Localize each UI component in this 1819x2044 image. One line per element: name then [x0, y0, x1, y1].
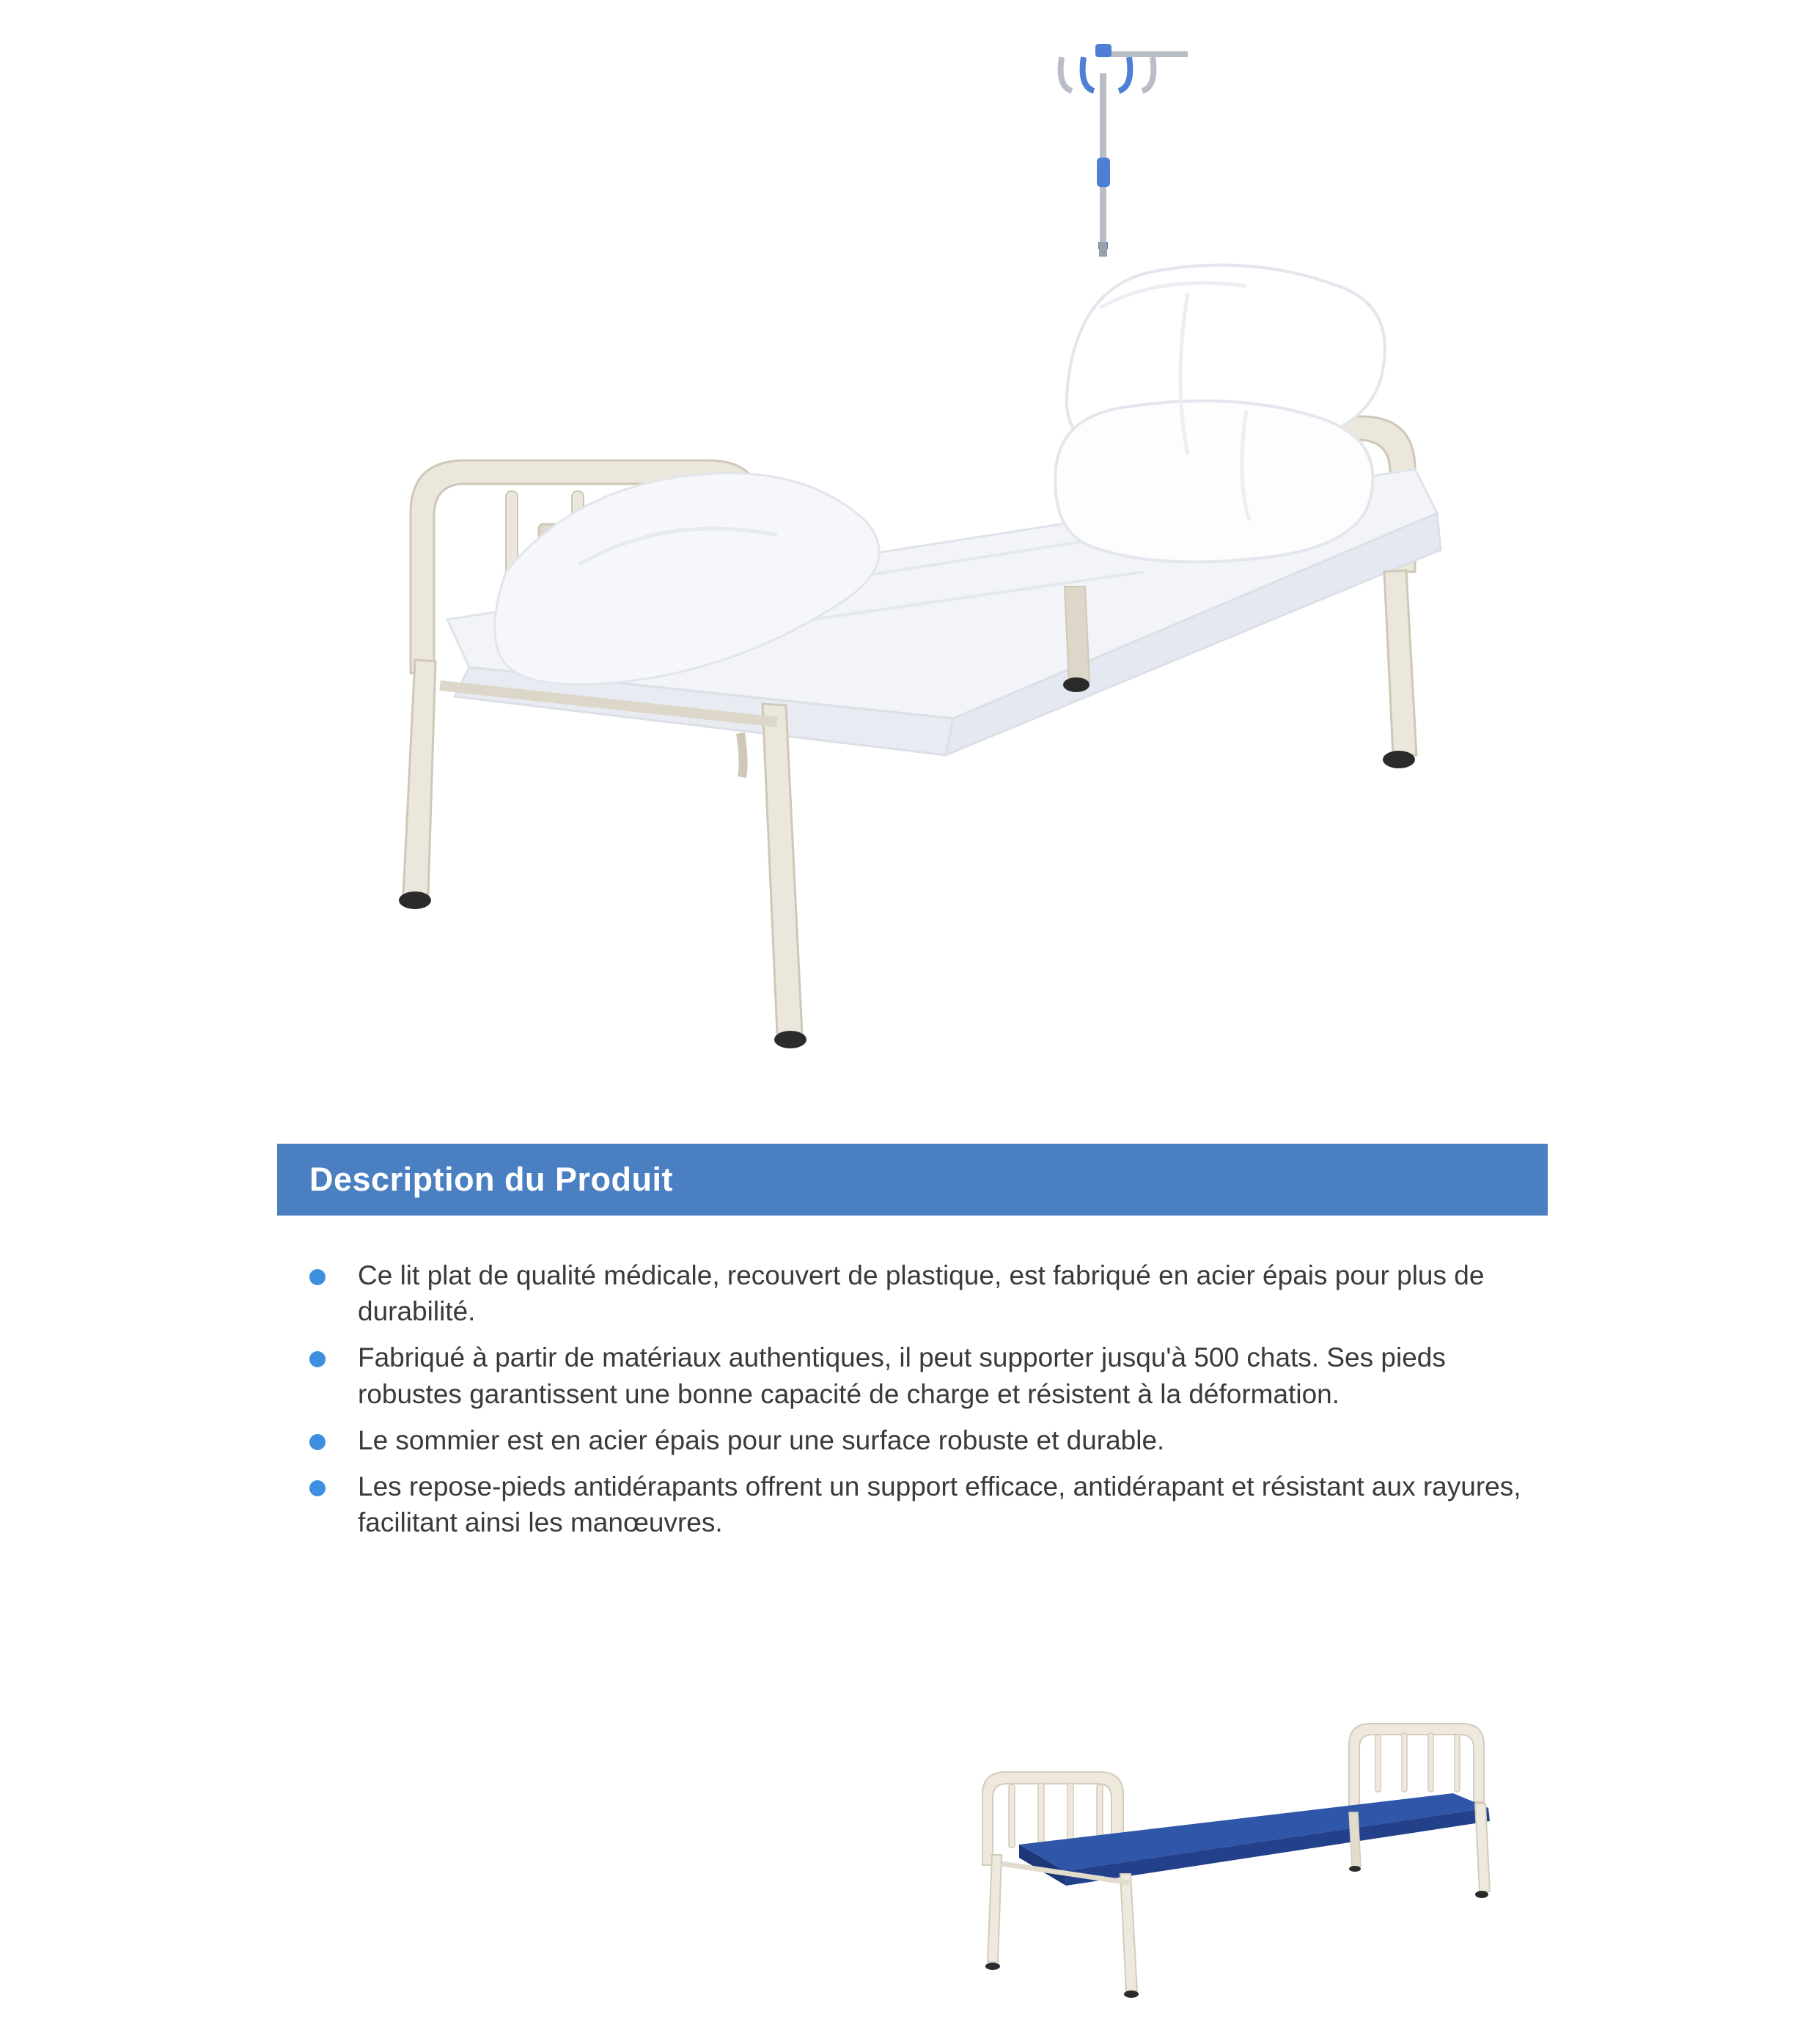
list-item [277, 1468, 1553, 1540]
section-heading-bar [277, 1144, 1548, 1216]
product-description-list [277, 1257, 1553, 1551]
description-bullet-list [277, 1257, 1553, 1540]
list-item [277, 1422, 1553, 1458]
blue-mattress-bed-illustration [909, 1701, 1532, 2016]
list-item [277, 1257, 1553, 1329]
bullet-icon [309, 1434, 326, 1450]
bullet-icon [309, 1480, 326, 1496]
page-title: Description du Produit [309, 1161, 674, 1198]
bullet-icon [309, 1269, 326, 1285]
list-item-text: Le sommier est en acier épais pour une surface robuste et durable. [358, 1424, 1165, 1455]
list-item-text: Fabriqué à partir de matériaux authentiques, il peut supporter jusqu'à 500 chats. Ses pieds robustes garantissent une bonne capacité de charge et résistent à la déformation. [358, 1342, 1446, 1409]
folded-duvet [1055, 265, 1385, 562]
bullet-icon [309, 1351, 326, 1367]
list-item-text: Ce lit plat de qualité médicale, recouvert de plastique, est fabriqué en acier épais pour plus de durabilité. [358, 1260, 1485, 1327]
list-item-text: Les repose-pieds antidérapants offrent un support efficace, antidérapant et résistant aux rayures, facilitant ainsi les manœuvres. [358, 1471, 1521, 1538]
list-item [277, 1339, 1553, 1411]
secondary-product-image [909, 1701, 1532, 2016]
